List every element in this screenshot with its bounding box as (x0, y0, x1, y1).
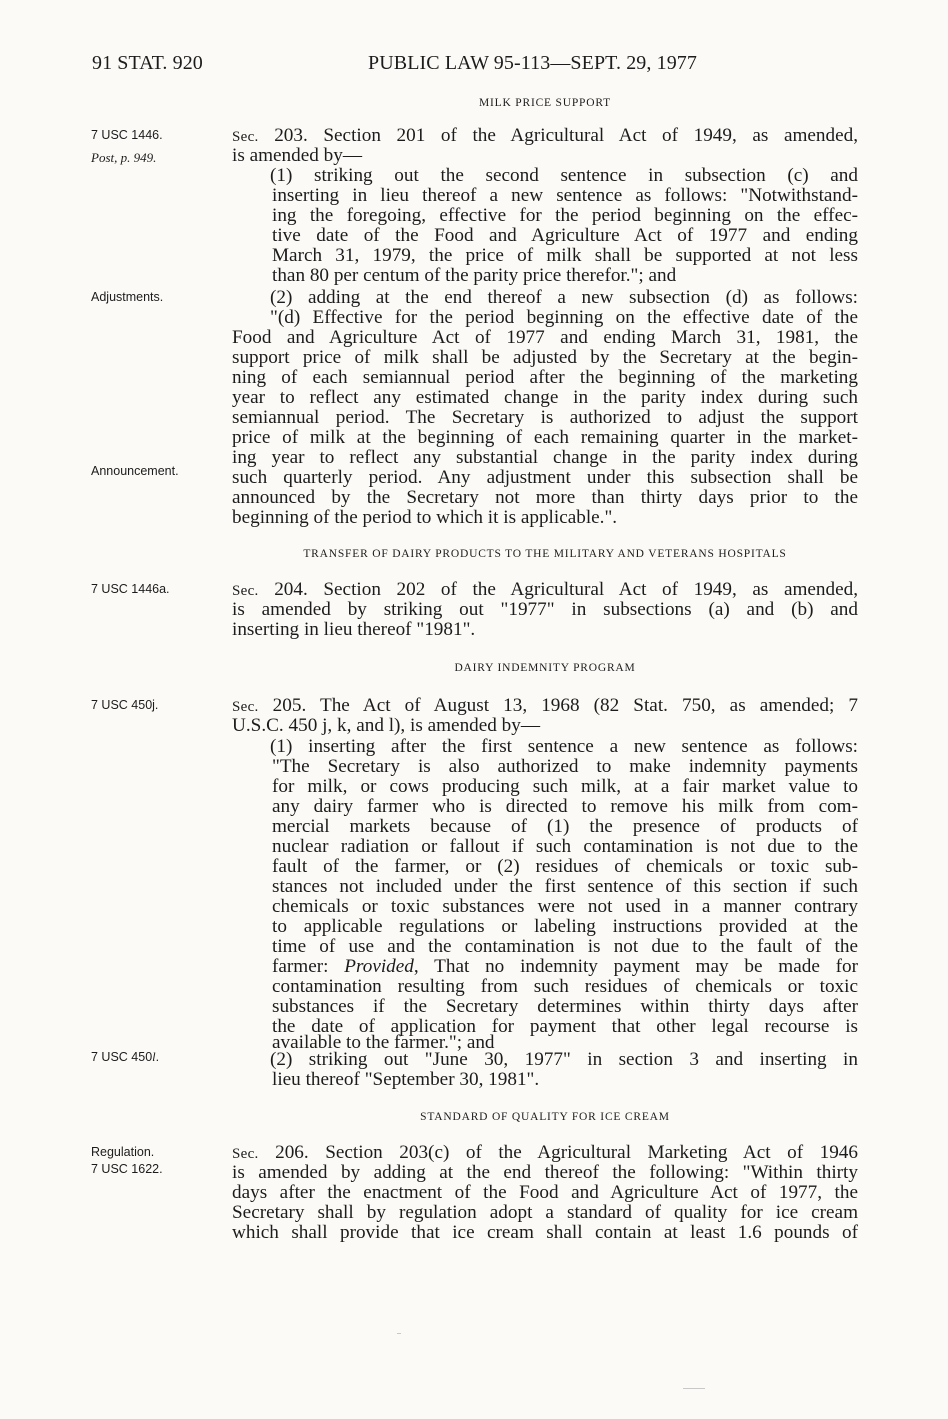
text-line: inserting in lieu thereof a new sentence as follows: "Notwithstand- (272, 185, 858, 206)
margin-note-usc: 7 USC 450l. (91, 1050, 160, 1064)
print-speck (683, 1388, 705, 1389)
text-line: "(d) Effective for the period beginning on the effective date of the (270, 307, 858, 328)
text-line: Sec. 203. Section 201 of the Agricultural Act of 1949, as amended, (232, 125, 858, 146)
text-line: any dairy farmer who is directed to remove his milk from com- (272, 796, 858, 817)
section-heading-milk-price-support: MILK PRICE SUPPORT (479, 97, 611, 109)
text-line: "The Secretary is also authorized to make indemnity payments (272, 756, 858, 777)
text-line: ning of each semiannual period after the beginning of the marketing (232, 367, 858, 388)
text-line: Sec. 205. The Act of August 13, 1968 (82 Stat. 750, as amended; 7 (232, 695, 858, 716)
text-line: (2) striking out "June 30, 1977" in section 3 and inserting in (270, 1049, 858, 1070)
text-line: support price of milk shall be adjusted by the Secretary at the begin- (232, 347, 858, 368)
text-line: is amended by striking out "1977" in subsections (a) and (b) and (232, 599, 858, 620)
section-heading-ice-cream: STANDARD OF QUALITY FOR ICE CREAM (420, 1111, 670, 1123)
text-line: is amended by adding at the end thereof the following: "Within thirty (232, 1162, 858, 1183)
text-line: Sec. 204. Section 202 of the Agricultural Act of 1949, as amended, (232, 579, 858, 600)
text-line: the date of application for payment that other legal recourse is (272, 1016, 858, 1037)
text-line: (1) inserting after the first sentence a new sentence as follows: (270, 736, 858, 757)
text-line: such quarterly period. Any adjustment under this subsection shall be (232, 467, 858, 488)
text-line: inserting in lieu thereof "1981". (232, 619, 476, 640)
section-heading-transfer: TRANSFER OF DAIRY PRODUCTS TO THE MILITARY AND VETERANS HOSPITALS (303, 548, 787, 560)
text-line: (1) striking out the second sentence in subsection (c) and (270, 165, 858, 186)
law-title-header: PUBLIC LAW 95-113—SEPT. 29, 1977 (368, 52, 698, 74)
text-line: semiannual period. The Secretary is authorized to adjust the support (232, 407, 858, 428)
text-line: fault of the farmer, or (2) residues of chemicals or toxic sub- (272, 856, 858, 877)
text-line: days after the enactment of the Food and Agriculture Act of 1977, the (232, 1182, 858, 1203)
sec-label: Sec. (232, 129, 259, 145)
stat-page-number: 91 STAT. 920 (92, 52, 203, 74)
margin-note-usc: 7 USC 1446a. (91, 582, 170, 596)
text-line: announced by the Secretary not more than thirty days prior to the (232, 487, 858, 508)
text-line: stances not included under the first sentence of this section if such (272, 876, 858, 897)
text-line: year to reflect any estimated change in the parity index during such (232, 387, 858, 408)
margin-note-regulation: Regulation. (91, 1145, 155, 1159)
margin-note-usc: 7 USC 1446. (91, 128, 163, 142)
text-line: Sec. 206. Section 203(c) of the Agricultural Marketing Act of 1946 (232, 1142, 858, 1163)
text-line: Secretary shall by regulation adopt a standard of quality for ice cream (232, 1202, 858, 1223)
margin-note-post: Post, p. 949. (91, 150, 157, 165)
sec-label: Sec. (232, 583, 259, 599)
print-speck (397, 1333, 401, 1334)
margin-note-usc: 7 USC 450j. (91, 698, 159, 712)
text-line: which shall provide that ice cream shall contain at least 1.6 pounds of (232, 1222, 858, 1243)
text-line: (2) adding at the end thereof a new subsection (d) as follows: (270, 287, 858, 308)
text-line: ing year to reflect any substantial change in the parity index during (232, 447, 858, 468)
text-line: available to the farmer."; and (272, 1032, 495, 1053)
text-line: than 80 per centum of the parity price therefor."; and (272, 265, 677, 286)
section-heading-dairy-indemnity: DAIRY INDEMNITY PROGRAM (454, 662, 636, 674)
text-line: lieu thereof "September 30, 1981". (272, 1069, 540, 1090)
text-line: price of milk at the beginning of each remaining quarter in the market- (232, 427, 858, 448)
text-line: beginning of the period to which it is applicable.". (232, 507, 618, 528)
text-line: is amended by— (232, 145, 363, 166)
sec-label: Sec. (232, 699, 259, 715)
text-line: to applicable regulations or labeling instructions provided at the (272, 916, 858, 937)
text-line: ing the foregoing, effective for the period beginning on the effec- (272, 205, 858, 226)
text-line: contamination resulting from such residues of chemicals or toxic (272, 976, 858, 997)
text-line: March 31, 1979, the price of milk shall be supported at not less (272, 245, 858, 266)
text-line: chemicals or toxic substances were not used in a manner contrary (272, 896, 858, 917)
text-line: farmer: Provided, That no indemnity payment may be made for (272, 956, 858, 977)
provided-italic: Provided (344, 956, 414, 977)
text-line: mercial markets because of (1) the presence of products of (272, 816, 858, 837)
text-line: U.S.C. 450 j, k, and l), is amended by— (232, 715, 541, 736)
margin-note-announcement: Announcement. (91, 464, 179, 478)
text-line: tive date of the Food and Agriculture Act of 1977 and ending (272, 225, 858, 246)
margin-note-adjustments: Adjustments. (91, 290, 164, 304)
margin-note-usc: 7 USC 1622. (91, 1162, 163, 1176)
sec-label: Sec. (232, 1146, 259, 1162)
text-line: nuclear radiation or fallout if such contamination is not due to the (272, 836, 858, 857)
text-line: time of use and the contamination is not due to the fault of the (272, 936, 858, 957)
text-line: substances if the Secretary determines within thirty days after (272, 996, 858, 1017)
text-line: Food and Agriculture Act of 1977 and ending March 31, 1981, the (232, 327, 858, 348)
text-line: for milk, or cows producing such milk, at a fair market value to (272, 776, 858, 797)
